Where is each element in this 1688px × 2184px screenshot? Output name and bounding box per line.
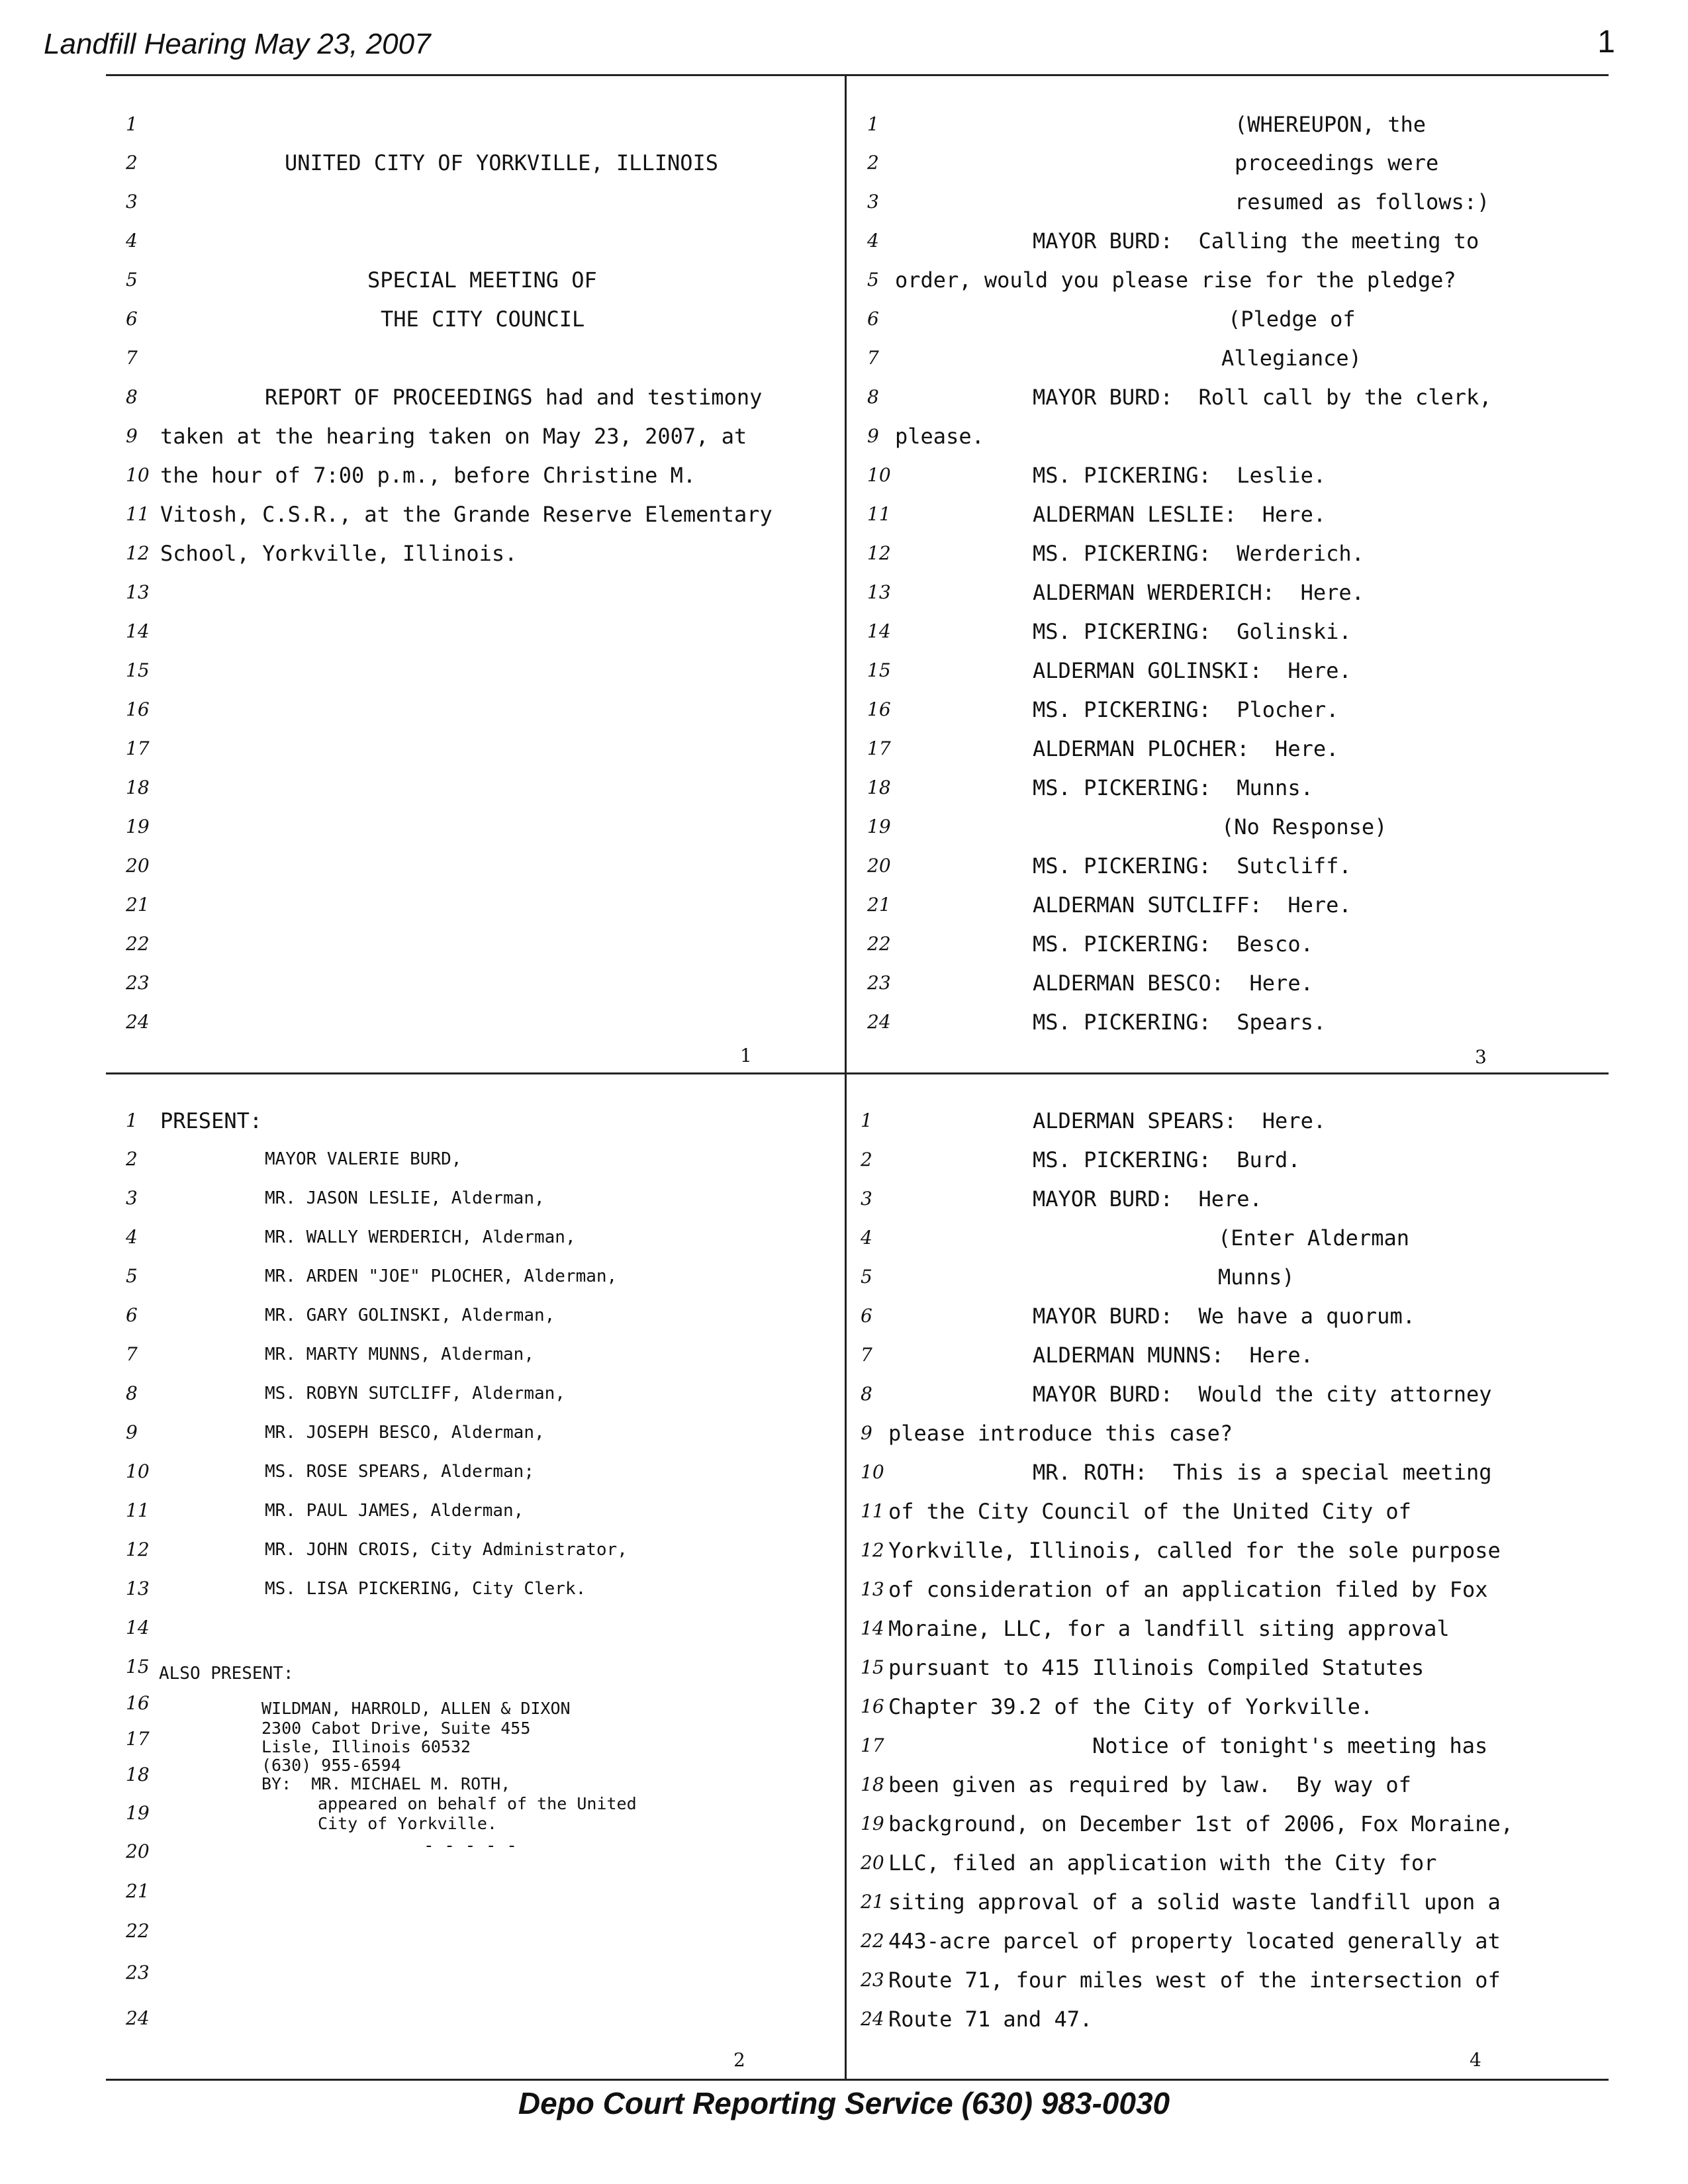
line-number: 18 [126, 1764, 150, 1785]
line-number: 13 [126, 581, 150, 603]
bottom-rule [106, 2079, 1609, 2081]
transcript-text: MS. PICKERING: Golinski. [1033, 619, 1352, 644]
transcript-text: been given as required by law. By way of [888, 1772, 1411, 1797]
line-number: 23 [126, 1962, 150, 1983]
line-number: 3 [126, 191, 138, 213]
line-number: 13 [861, 1578, 884, 1600]
line-number: 6 [867, 308, 879, 330]
line-number: 11 [867, 503, 891, 525]
transcript-text: MS. PICKERING: Werderich. [1033, 541, 1364, 566]
counsel-firm: WILDMAN, HARROLD, ALLEN & DIXON [261, 1699, 571, 1718]
meeting-title-line-2: THE CITY COUNCIL [381, 307, 585, 332]
transcript-panel-page-3 [867, 113, 1602, 1066]
line-number: 19 [861, 1813, 884, 1834]
counsel-attorney: BY: MR. MICHAEL M. ROTH, [261, 1774, 511, 1793]
line-number: 24 [126, 2007, 150, 2029]
transcript-text: Route 71, four miles west of the intersection of [888, 1968, 1501, 1993]
line-number: 22 [126, 933, 150, 955]
line-number: 5 [867, 269, 879, 291]
counsel-address: 2300 Cabot Drive, Suite 455 [261, 1719, 531, 1738]
line-number: 15 [867, 659, 891, 681]
line-number: 10 [861, 1461, 884, 1483]
meeting-title-line-1: SPECIAL MEETING OF [367, 267, 597, 293]
court-reporter-footer: Depo Court Reporting Service (630) 983-0030 [518, 2086, 1170, 2120]
line-number: 5 [126, 269, 138, 291]
line-number: 14 [126, 1617, 150, 1638]
transcript-text: MS. PICKERING: Plocher. [1033, 697, 1339, 722]
document-caption-city: UNITED CITY OF YORKVILLE, ILLINOIS [285, 150, 719, 175]
counsel-city: Lisle, Illinois 60532 [261, 1737, 471, 1756]
line-number: 20 [126, 1840, 150, 1862]
line-number: 23 [126, 972, 150, 994]
line-number: 1 [126, 1110, 138, 1131]
line-number: 6 [861, 1305, 872, 1327]
transcript-text: MAYOR BURD: Would the city attorney [1033, 1382, 1492, 1407]
attendee: MR. PAUL JAMES, Alderman, [265, 1501, 524, 1521]
transcript-page-number: 1 [740, 1045, 752, 1067]
line-number: 16 [126, 1692, 150, 1714]
line-number: 2 [861, 1149, 872, 1170]
transcript-text: proceedings were [1235, 150, 1439, 175]
line-number: 10 [867, 464, 891, 486]
line-number: 1 [867, 113, 879, 135]
transcript-text: Yorkville, Illinois, called for the sole purpose [888, 1538, 1501, 1563]
transcript-text: resumed as follows:) [1235, 189, 1490, 214]
line-number: 12 [126, 1539, 150, 1560]
line-number: 8 [867, 386, 879, 408]
transcript-text: (Pledge of [1228, 307, 1356, 332]
transcript-text: (WHEREUPON, the [1235, 112, 1426, 137]
transcript-text: (Enter Alderman [1218, 1225, 1409, 1251]
line-number: 4 [861, 1227, 872, 1249]
line-number: 6 [126, 308, 138, 330]
transcript-text: MS. PICKERING: Sutcliff. [1033, 853, 1352, 878]
transcript-text: Chapter 39.2 of the City of Yorkville. [888, 1694, 1374, 1719]
transcript-text: Moraine, LLC, for a landfill siting approval [888, 1616, 1450, 1641]
line-number: 16 [861, 1695, 884, 1717]
line-number: 4 [867, 230, 879, 252]
transcript-text: ALDERMAN BESCO: Here. [1033, 971, 1313, 996]
transcript-text: MS. PICKERING: Besco. [1033, 931, 1313, 957]
line-number: 15 [861, 1656, 884, 1678]
line-number: 2 [126, 152, 138, 173]
transcript-text: Route 71 and 47. [888, 2007, 1093, 2032]
line-number: 7 [126, 1343, 138, 1365]
line-number: 17 [861, 1734, 884, 1756]
line-number: 15 [126, 1656, 150, 1678]
line-number: 4 [126, 230, 138, 252]
transcript-text: taken at the hearing taken on May 23, 2007, at [160, 424, 747, 449]
transcript-page-number: 4 [1470, 2049, 1481, 2071]
transcript-text: MR. ROTH: This is a special meeting [1033, 1460, 1492, 1485]
line-number: 24 [867, 1011, 891, 1033]
line-number: 15 [126, 659, 150, 681]
transcript-text: ALDERMAN SPEARS: Here. [1033, 1108, 1327, 1133]
transcript-text: 443-acre parcel of property located generally at [888, 1928, 1501, 1954]
line-number: 12 [867, 542, 891, 564]
counsel-note: appeared on behalf of the United [318, 1794, 637, 1813]
line-number: 22 [861, 1930, 884, 1952]
line-number: 1 [126, 113, 138, 135]
line-number: 23 [861, 1969, 884, 1991]
transcript-text: background, on December 1st of 2006, Fox Moraine, [888, 1811, 1514, 1836]
transcript-text: Munns) [1218, 1264, 1295, 1290]
transcript-text: MS. PICKERING: Munns. [1033, 775, 1313, 800]
transcript-panel-page-4 [861, 1109, 1602, 2075]
line-number: 10 [126, 464, 150, 486]
line-number: 7 [126, 347, 138, 369]
attendee: MR. ARDEN "JOE" PLOCHER, Alderman, [265, 1266, 618, 1286]
transcript-text: order, would you please rise for the pledge? [895, 267, 1456, 293]
line-number: 22 [867, 933, 891, 955]
transcript-text: MAYOR BURD: Here. [1033, 1186, 1262, 1211]
line-number: 14 [867, 620, 891, 642]
line-number: 18 [861, 1774, 884, 1795]
transcript-text: Vitosh, C.S.R., at the Grande Reserve Elementary [160, 502, 773, 527]
transcript-text: School, Yorkville, Illinois. [160, 541, 518, 566]
line-number: 18 [126, 777, 150, 798]
line-number: 5 [126, 1265, 138, 1287]
counsel-phone: (630) 955-6594 [261, 1756, 401, 1775]
middle-horizontal-rule [106, 1072, 1609, 1074]
line-number: 9 [126, 425, 138, 447]
line-number: 17 [126, 737, 150, 759]
transcript-text: Notice of tonight's meeting has [1092, 1733, 1488, 1758]
line-number: 24 [126, 1011, 150, 1033]
line-number: 3 [861, 1188, 872, 1210]
line-number: 17 [126, 1728, 150, 1750]
transcript-text: ALDERMAN PLOCHER: Here. [1033, 736, 1339, 761]
line-number: 3 [126, 1187, 138, 1209]
line-number: 24 [861, 2008, 884, 2030]
document-page-number: 1 [1597, 24, 1615, 60]
line-number: 1 [861, 1110, 872, 1131]
counsel-note: City of Yorkville. [318, 1814, 497, 1833]
line-number: 8 [126, 1382, 138, 1404]
transcript-text: ALDERMAN LESLIE: Here. [1033, 502, 1327, 527]
top-rule [106, 74, 1609, 76]
attendee: MR. JOHN CROIS, City Administrator, [265, 1540, 628, 1560]
line-number: 8 [126, 386, 138, 408]
line-number: 2 [126, 1148, 138, 1170]
line-number: 9 [867, 425, 879, 447]
transcript-text: REPORT OF PROCEEDINGS had and testimony [265, 385, 763, 410]
transcript-text: MS. PICKERING: Spears. [1033, 1010, 1327, 1035]
transcript-panel-page-2 [126, 1109, 827, 2075]
attendee: MS. LISA PICKERING, City Clerk. [265, 1579, 586, 1599]
line-number: 7 [861, 1344, 872, 1366]
transcript-text: MAYOR BURD: We have a quorum. [1033, 1304, 1415, 1329]
transcript-text: MS. PICKERING: Burd. [1033, 1147, 1301, 1172]
transcript-text: the hour of 7:00 p.m., before Christine M. [160, 463, 696, 488]
line-number: 11 [126, 503, 150, 525]
transcript-text: please. [895, 424, 984, 449]
transcript-text: ALDERMAN GOLINSKI: Here. [1033, 658, 1352, 683]
line-number: 8 [861, 1383, 872, 1405]
transcript-text: ALDERMAN WERDERICH: Here. [1033, 580, 1364, 605]
attendee: MR. JASON LESLIE, Alderman, [265, 1188, 545, 1208]
transcript-text: MAYOR BURD: Calling the meeting to [1033, 228, 1479, 254]
line-number: 21 [126, 1880, 150, 1902]
transcript-text: please introduce this case? [888, 1421, 1233, 1446]
transcript-page-number: 2 [733, 2049, 745, 2071]
line-number: 17 [867, 737, 891, 759]
line-number: 20 [126, 855, 150, 877]
attendee: MR. GARY GOLINSKI, Alderman, [265, 1306, 555, 1325]
section-divider: - - - - - [424, 1836, 517, 1856]
line-number: 19 [126, 816, 150, 837]
line-number: 19 [126, 1802, 150, 1824]
transcript-page-number: 3 [1475, 1046, 1487, 1068]
center-vertical-rule [845, 74, 847, 2080]
transcript-text: (No Response) [1221, 814, 1387, 839]
line-number: 20 [861, 1852, 884, 1874]
line-number: 3 [867, 191, 879, 213]
line-number: 11 [861, 1500, 884, 1522]
line-number: 21 [867, 894, 891, 916]
present-heading: PRESENT: [160, 1108, 263, 1133]
transcript-text: ALDERMAN MUNNS: Here. [1033, 1343, 1313, 1368]
line-number: 5 [861, 1266, 872, 1288]
transcript-text: siting approval of a solid waste landfill upon a [888, 1889, 1501, 1915]
line-number: 16 [867, 698, 891, 720]
line-number: 18 [867, 777, 891, 798]
transcript-text: ALDERMAN SUTCLIFF: Here. [1033, 892, 1352, 918]
line-number: 12 [126, 542, 150, 564]
line-number: 16 [126, 698, 150, 720]
transcript-text: of consideration of an application filed by Fox [888, 1577, 1488, 1602]
line-number: 21 [861, 1891, 884, 1913]
attendee: MS. ROSE SPEARS, Alderman; [265, 1462, 534, 1482]
transcript-text: MS. PICKERING: Leslie. [1033, 463, 1327, 488]
transcript-panel-page-1 [126, 113, 827, 1066]
line-number: 10 [126, 1460, 150, 1482]
line-number: 23 [867, 972, 891, 994]
transcript-text: MAYOR BURD: Roll call by the clerk, [1033, 385, 1492, 410]
document-header-title: Landfill Hearing May 23, 2007 [44, 28, 431, 60]
line-number: 14 [861, 1617, 884, 1639]
transcript-text: LLC, filed an application with the City for [888, 1850, 1437, 1875]
line-number: 9 [861, 1422, 872, 1444]
also-present-heading: ALSO PRESENT: [159, 1664, 294, 1684]
line-number: 19 [867, 816, 891, 837]
line-number: 14 [126, 620, 150, 642]
transcript-text: of the City Council of the United City of [888, 1499, 1411, 1524]
line-number: 13 [126, 1578, 150, 1599]
transcript-text: Allegiance) [1221, 346, 1362, 371]
attendee: MR. MARTY MUNNS, Alderman, [265, 1345, 534, 1364]
line-number: 20 [867, 855, 891, 877]
line-number: 9 [126, 1421, 138, 1443]
line-number: 7 [867, 347, 879, 369]
line-number: 6 [126, 1304, 138, 1326]
attendee: MAYOR VALERIE BURD, [265, 1149, 462, 1169]
transcript-text: pursuant to 415 Illinois Compiled Statutes [888, 1655, 1425, 1680]
attendee: MR. WALLY WERDERICH, Alderman, [265, 1227, 576, 1247]
line-number: 21 [126, 894, 150, 916]
line-number: 2 [867, 152, 879, 173]
line-number: 22 [126, 1920, 150, 1942]
attendee: MS. ROBYN SUTCLIFF, Alderman, [265, 1384, 565, 1403]
attendee: MR. JOSEPH BESCO, Alderman, [265, 1423, 545, 1443]
line-number: 11 [126, 1499, 150, 1521]
line-number: 12 [861, 1539, 884, 1561]
line-number: 4 [126, 1226, 138, 1248]
line-number: 13 [867, 581, 891, 603]
